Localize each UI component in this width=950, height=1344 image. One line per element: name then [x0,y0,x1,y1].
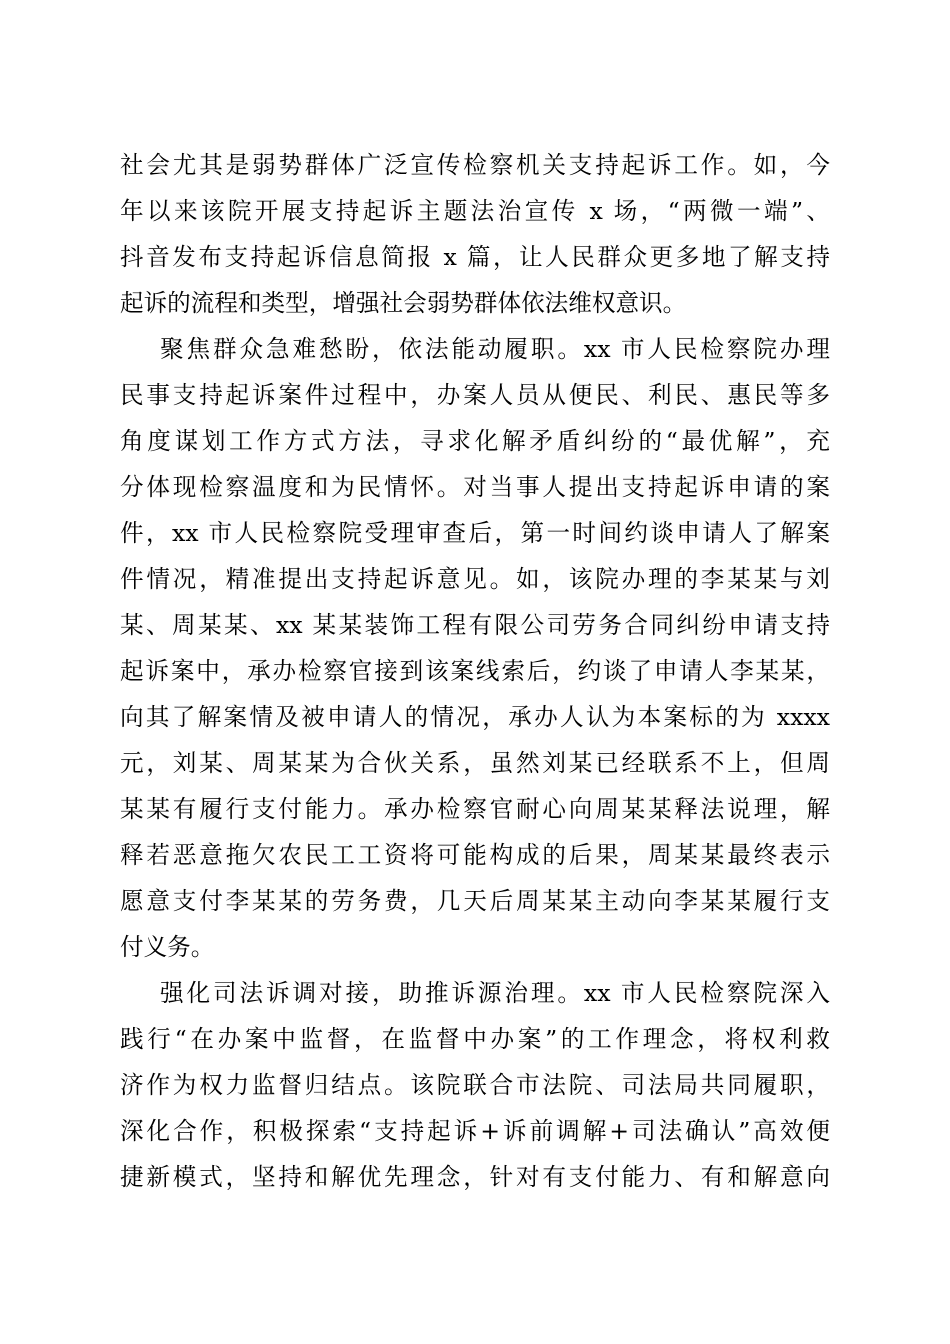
paragraph-2 [120,326,830,970]
text-line: 践行“在办案中监督，在监督中办案”的工作理念，将权利救 [120,1025,830,1053]
text-line: 抖音发布支持起诉信息简报 x 篇，让人民群众更多地了解支持 [120,243,830,271]
text-line: 愿意支付李某某的劳务费，几天后周某某主动向李某某履行支 [120,887,830,915]
text-line: 聚焦群众急难愁盼，依法能动履职。xx 市人民检察院办理 [160,335,830,363]
text-line: 捷新模式，坚持和解优先理念，针对有支付能力、有和解意向 [120,1163,830,1191]
text-line: 释若恶意拖欠农民工工资将可能构成的后果，周某某最终表示 [120,841,830,869]
text-line: 某某有履行支付能力。承办检察官耐心向周某某释法说理，解 [120,795,830,823]
text-line: 起诉的流程和类型，增强社会弱势群体依法维权意识。 [120,289,687,317]
text-line: 向其了解案情及被申请人的情况，承办人认为本案标的为 xxxx [120,703,830,731]
text-line: 深化合作，积极探索“支持起诉+诉前调解+司法确认”高效便 [120,1117,830,1145]
text-line: 角度谋划工作方式方法，寻求化解矛盾纠纷的“最优解”，充 [120,427,830,455]
text-line: 年以来该院开展支持起诉主题法治宣传 x 场，“两微一端”、 [120,197,830,225]
text-line: 济作为权力监督归结点。该院联合市法院、司法局共同履职， [120,1071,830,1099]
text-line: 分体现检察温度和为民情怀。对当事人提出支持起诉申请的案 [120,473,830,501]
text-line: 起诉案中，承办检察官接到该案线索后，约谈了申请人李某某， [120,657,830,685]
text-line: 社会尤其是弱势群体广泛宣传检察机关支持起诉工作。如，今 [120,151,830,179]
paragraph-3 [120,970,830,1200]
text-line: 元，刘某、周某某为合伙关系，虽然刘某已经联系不上，但周 [120,749,830,777]
text-line: 强化司法诉调对接，助推诉源治理。xx 市人民检察院深入 [160,979,830,1007]
text-line: 付义务。 [120,933,215,961]
text-line: 民事支持起诉案件过程中，办案人员从便民、利民、惠民等多 [120,381,830,409]
text-line: 件，xx 市人民检察院受理审查后，第一时间约谈申请人了解案 [120,519,830,547]
text-line: 某、周某某、xx 某某装饰工程有限公司劳务合同纠纷申请支持 [120,611,830,639]
paragraph-1 [120,142,830,326]
text-line: 件情况，精准提出支持起诉意见。如，该院办理的李某某与刘 [120,565,830,593]
document-body [120,142,830,1200]
